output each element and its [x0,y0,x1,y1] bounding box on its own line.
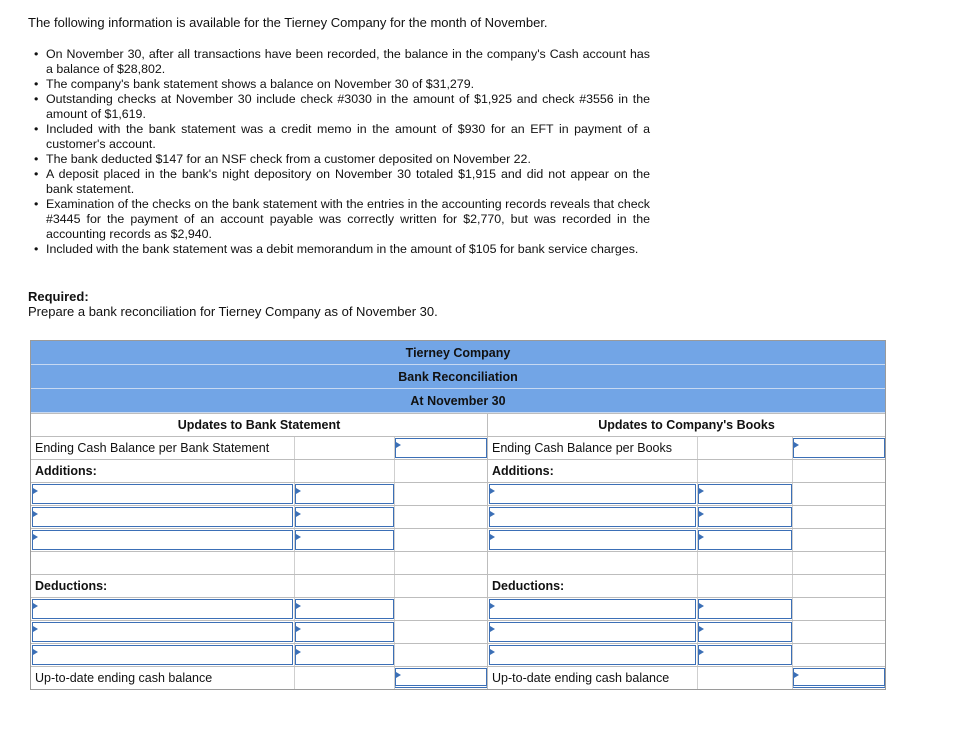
books-addition-description-input[interactable] [489,530,696,550]
empty-cell [697,552,792,574]
books-deduction-description-input[interactable] [489,622,696,642]
entry-cell [31,598,294,620]
empty-cell [487,552,697,574]
entry-cell [487,598,697,620]
list-item: • A deposit placed in the bank's night depository on November 30 totaled $1,915 and did not appear on the bank statement. [34,167,650,197]
bank-deduction-amount-input[interactable] [295,622,394,642]
table-row [31,643,885,666]
table-row [31,413,885,436]
books-uptodate-label: Up-to-date ending cash balance [487,667,697,689]
required-text: Prepare a bank reconciliation for Tierney Company as of November 30. [28,304,438,319]
amount-cell [394,437,487,459]
required-heading: Required: [28,289,89,304]
empty-cell [294,667,394,689]
bank-deduction-description-input[interactable] [32,599,293,619]
entry-cell [697,529,792,551]
entry-cell [697,506,792,528]
report-date-header: At November 30 [31,389,885,413]
bank-deduction-description-input[interactable] [32,622,293,642]
empty-cell [294,552,394,574]
bank-deduction-amount-input[interactable] [295,599,394,619]
empty-cell [792,644,885,666]
list-item: • On November 30, after all transactions have been recorded, the balance in the company's Cash account has a balance of $28,802. [34,47,650,77]
bank-uptodate-balance-input[interactable] [395,668,487,688]
table-row [31,597,885,620]
entry-cell [294,483,394,505]
books-addition-amount-input[interactable] [698,507,792,527]
intro-text: The following information is available for the Tierney Company for the month of November. [28,15,548,30]
empty-cell [394,621,487,643]
entry-cell [697,483,792,505]
entry-cell [294,644,394,666]
entry-cell [697,598,792,620]
empty-cell [697,667,792,689]
empty-cell [697,437,792,459]
empty-cell [394,460,487,482]
bank-ending-balance-label: Ending Cash Balance per Bank Statement [35,441,270,455]
entry-cell [487,483,697,505]
amount-cell [792,437,885,459]
books-ending-balance-label: Ending Cash Balance per Books [487,437,697,459]
bank-addition-amount-input[interactable] [295,530,394,550]
empty-cell [394,506,487,528]
amount-cell [792,667,885,689]
bank-uptodate-label: Up-to-date ending cash balance [35,671,213,685]
books-deduction-description-input[interactable] [489,645,696,665]
empty-cell [792,529,885,551]
table-row [31,505,885,528]
entry-cell [487,529,697,551]
bank-addition-description-input[interactable] [32,530,293,550]
books-additions-label: Additions: [487,460,697,482]
list-item: • Included with the bank statement was a debit memorandum in the amount of $105 for bank service charges. [34,242,650,257]
table-row [31,666,885,689]
facts-list [34,47,650,257]
bank-reconciliation-table [30,340,886,690]
entry-cell [697,644,792,666]
list-item: • Included with the bank statement was a credit memo in the amount of $930 for an EFT in payment of a customer's account. [34,122,650,152]
books-addition-description-input[interactable] [489,507,696,527]
right-section-header: Updates to Company's Books [487,414,885,436]
entry-cell [31,483,294,505]
bank-addition-description-input[interactable] [32,507,293,527]
empty-cell [294,460,394,482]
entry-cell [294,506,394,528]
empty-cell [792,621,885,643]
entry-cell [31,506,294,528]
table-row [31,459,885,482]
empty-cell [394,644,487,666]
amount-cell [394,667,487,689]
entry-cell [487,621,697,643]
bank-additions-label: Additions: [35,464,97,478]
table-row [31,551,885,574]
entry-cell [487,506,697,528]
entry-cell [294,529,394,551]
books-deduction-amount-input[interactable] [698,599,792,619]
books-deduction-description-input[interactable] [489,599,696,619]
list-item: • Examination of the checks on the bank statement with the entries in the accounting records reveals that check #3445 for the payment of an account payable was correctly written for $2,770, but was recorded in the accounting records as $2,940. [34,197,650,242]
entry-cell [697,621,792,643]
empty-cell [792,598,885,620]
books-addition-amount-input[interactable] [698,484,792,504]
bank-addition-amount-input[interactable] [295,484,394,504]
empty-cell [792,506,885,528]
entry-cell [294,621,394,643]
entry-cell [487,644,697,666]
table-row [31,574,885,597]
report-title-header: Bank Reconciliation [31,365,885,389]
bank-deduction-description-input[interactable] [32,645,293,665]
empty-cell [31,552,294,574]
empty-cell [394,598,487,620]
table-row [31,528,885,551]
empty-cell [294,437,394,459]
books-ending-balance-input[interactable] [793,438,885,458]
empty-cell [394,552,487,574]
empty-cell [792,552,885,574]
books-addition-description-input[interactable] [489,484,696,504]
books-deduction-amount-input[interactable] [698,622,792,642]
bank-ending-balance-input[interactable] [395,438,487,458]
entry-cell [31,621,294,643]
empty-cell [394,483,487,505]
bank-addition-description-input[interactable] [32,484,293,504]
entry-cell [294,598,394,620]
books-uptodate-balance-input[interactable] [793,668,885,688]
company-name-header: Tierney Company [31,341,885,365]
list-item: • Outstanding checks at November 30 include check #3030 in the amount of $1,925 and check #3556 in the amount of $1,619. [34,92,650,122]
books-deduction-amount-input[interactable] [698,645,792,665]
empty-cell [792,483,885,505]
entry-cell [31,529,294,551]
bank-deductions-label: Deductions: [35,579,108,593]
empty-cell [697,460,792,482]
empty-cell [294,575,394,597]
list-item: • The bank deducted $147 for an NSF check from a customer deposited on November 22. [34,152,650,167]
table-row [31,620,885,643]
books-deductions-label: Deductions: [487,575,697,597]
empty-cell [697,575,792,597]
table-row [31,436,885,459]
empty-cell [394,529,487,551]
list-item: • The company's bank statement shows a balance on November 30 of $31,279. [34,77,650,92]
left-section-header: Updates to Bank Statement [177,418,341,432]
empty-cell [792,575,885,597]
table-row [31,482,885,505]
books-addition-amount-input[interactable] [698,530,792,550]
empty-cell [394,575,487,597]
bank-addition-amount-input[interactable] [295,507,394,527]
empty-cell [792,460,885,482]
entry-cell [31,644,294,666]
bank-deduction-amount-input[interactable] [295,645,394,665]
